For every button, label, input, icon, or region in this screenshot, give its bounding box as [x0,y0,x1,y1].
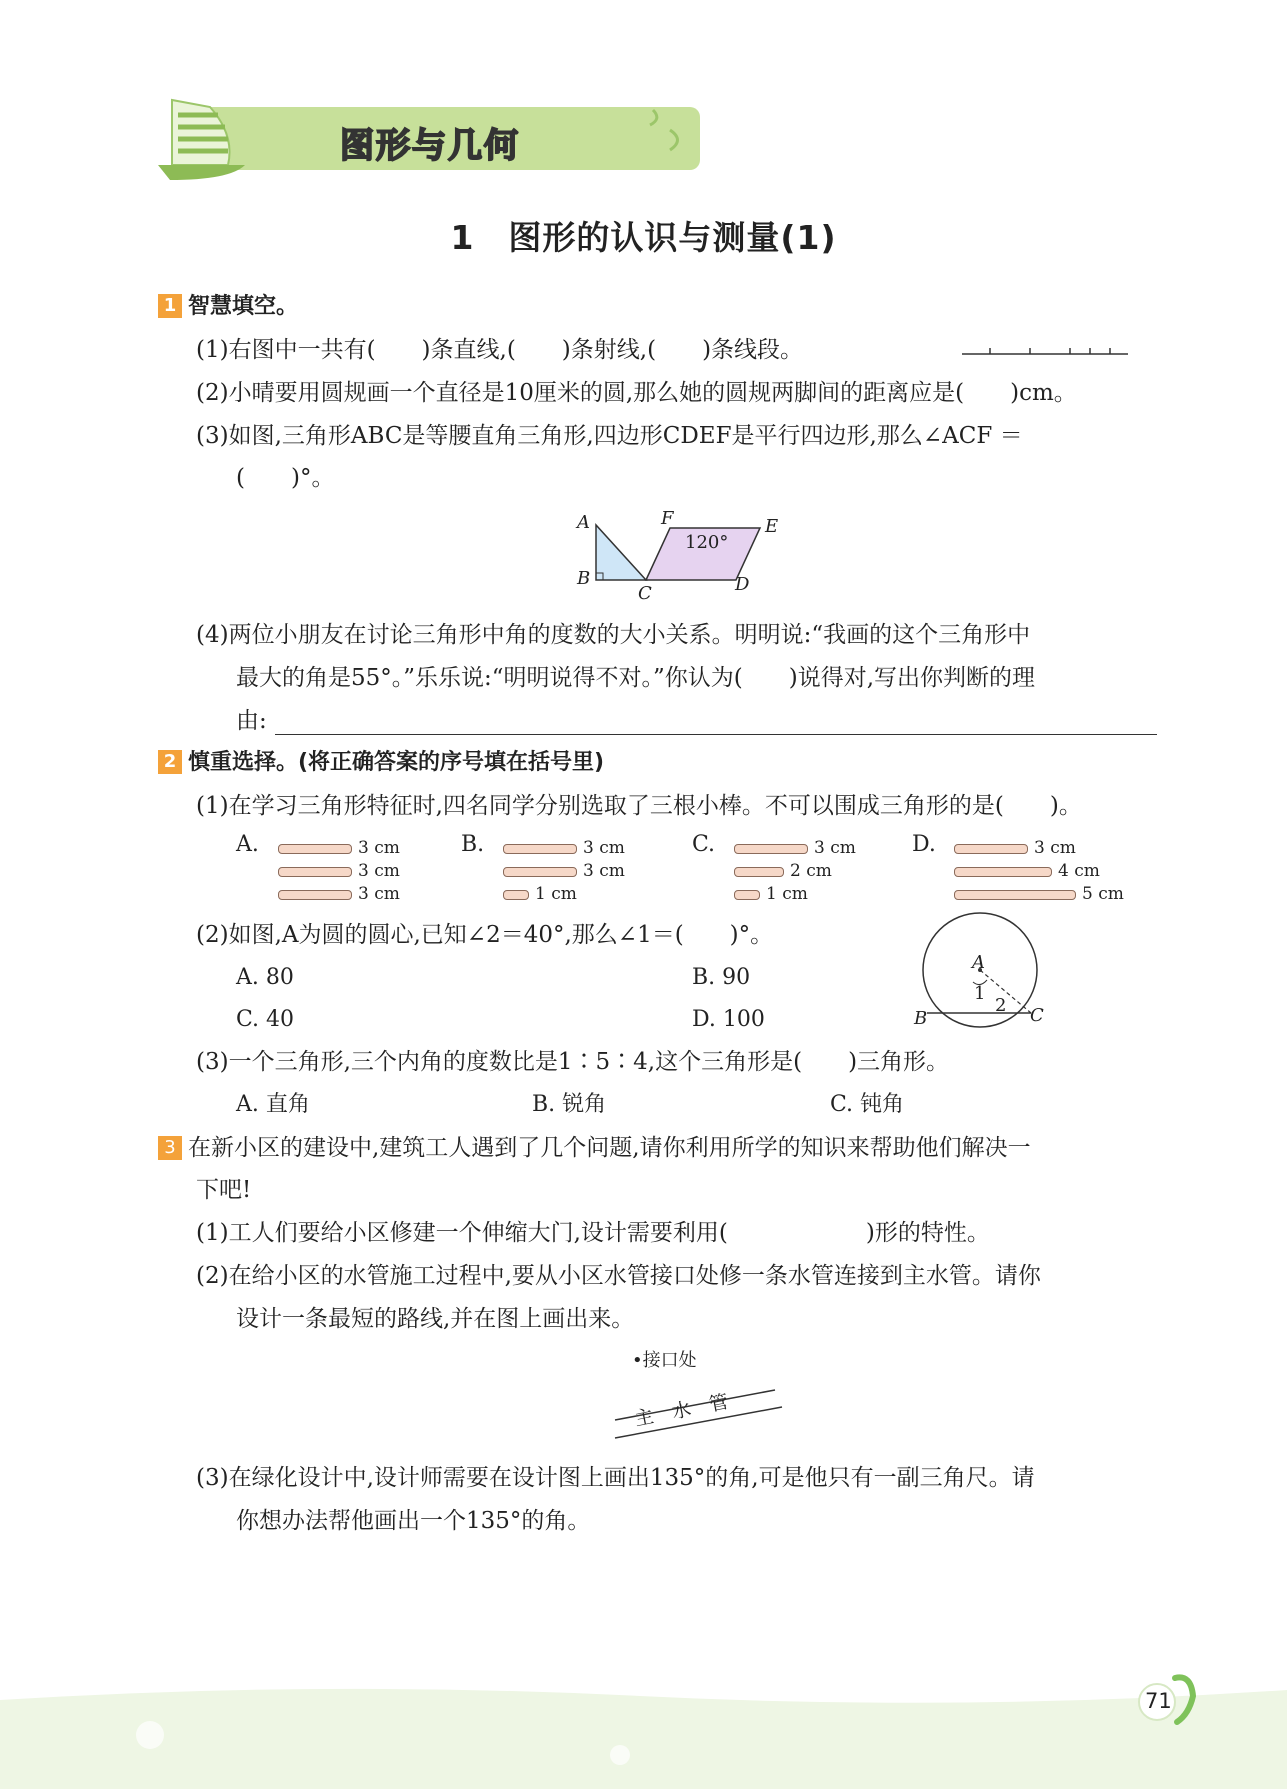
q1-3a: (3)如图,三角形ABC是等腰直角三角形,四边形CDEF是平行四边形,那么∠ACF ＝ [196,423,1023,449]
stick-length: 4 cm [1058,861,1100,881]
section-1-heading [158,292,298,322]
stick-length: 1 cm [535,884,577,904]
q1-4a: (4)两位小朋友在讨论三角形中角的度数的大小关系。明明说:“我画的这个三角形中 [196,622,1031,648]
stick-option-label: A. [236,832,259,857]
stick-bar [278,867,352,877]
q1-4c: 由: [236,708,267,734]
sec3-intro-b: 下吧! [196,1177,252,1203]
q2-2-opt-d: D. 100 [692,1007,765,1032]
section-3-heading [158,1133,1031,1163]
footer-background [0,1680,1287,1789]
q2-2-opt-a: A. 80 [236,965,294,990]
q3-1: (1)工人们要给小区修建一个伸缩大门,设计需要利用( )形的特性。 [196,1220,990,1246]
stick [954,861,1100,881]
stick-bar [503,867,577,877]
lesson-title: 1 图形的认识与测量(1) [450,218,837,257]
stick [278,884,400,904]
q2-2-opt-c: C. 40 [236,1007,295,1032]
stick [954,884,1124,904]
stick-bar [503,844,577,854]
label-f: F [661,508,674,529]
stick-bar [503,890,529,900]
stick-length: 3 cm [583,861,625,881]
stick-bar [278,890,352,900]
stick-bar [734,890,760,900]
stick-length: 3 cm [358,884,400,904]
q2-3-opt-c: C. 钝角 [830,1092,905,1117]
line-figure [960,340,1130,364]
section-intro: 在新小区的建设中,建筑工人遇到了几个问题,请你利用所学的知识来帮助他们解决一 [188,1135,1031,1161]
stick [503,838,625,858]
joint-label: •接口处 [632,1350,697,1371]
circle-label-a: A [972,952,985,973]
label-c: C [638,583,652,604]
triangle-parallelogram-figure [570,505,790,610]
circle-label-c: C [1030,1005,1044,1026]
section-number: 3 [158,1136,182,1160]
section-number: 1 [158,294,182,318]
q2-3-opt-a: A. 直角 [236,1092,310,1117]
section-number: 2 [158,750,182,774]
q1-1: (1)右图中一共有( )条直线,( )条射线,( )条线段。 [196,337,804,363]
stick [734,884,808,904]
stick-length: 2 cm [790,861,832,881]
circle-label-1: 1 [974,983,986,1004]
angle-label: 120° [685,532,729,553]
stick-length: 3 cm [358,838,400,858]
stick-length: 5 cm [1082,884,1124,904]
stick-length: 3 cm [814,838,856,858]
q3-3b: 你想办法帮他画出一个135°的角。 [236,1508,591,1534]
circle-label-b: B [914,1008,928,1029]
section-2-heading [158,748,604,778]
q2-1: (1)在学习三角形特征时,四名同学分别选取了三根小棒。不可以围成三角形的是( )。 [196,793,1082,819]
stick-bar [954,890,1076,900]
q3-2b: 设计一条最短的路线,并在图上画出来。 [236,1306,635,1332]
stick [734,838,856,858]
stick-bar [954,867,1052,877]
label-b: B [577,568,591,589]
stick-bar [954,844,1028,854]
section-title: 智慧填空。 [188,294,299,319]
stick [954,838,1076,858]
label-d: D [735,574,750,595]
stick-length: 3 cm [583,838,625,858]
stick [734,861,832,881]
q3-2a: (2)在给小区的水管施工过程中,要从小区水管接口处修一条水管连接到主水管。请你 [196,1263,1041,1289]
banner-title: 图形与几何 [340,126,520,166]
answer-line[interactable] [275,734,1157,735]
stick [503,884,577,904]
q1-4b: 最大的角是55°。”乐乐说:“明明说得不对。”你认为( )说得对,写出你判断的理 [236,665,1036,691]
stick-option-label: B. [461,832,485,857]
stick-bar [734,844,808,854]
pipe-label: 主 水 管 [632,1390,731,1431]
stick [278,838,400,858]
stick-option-label: C. [692,832,716,857]
label-a: A [577,512,590,533]
stick-option-label: D. [912,832,936,857]
stick-length: 3 cm [358,861,400,881]
stick-bar [734,867,784,877]
stick [503,861,625,881]
label-e: E [765,516,779,537]
q3-3a: (3)在绿化设计中,设计师需要在设计图上画出135°的角,可是他只有一副三角尺。请 [196,1465,1035,1491]
q2-3: (3)一个三角形,三个内角的度数比是1∶5∶4,这个三角形是( )三角形。 [196,1049,950,1075]
circle-label-2: 2 [995,995,1007,1016]
stick-length: 1 cm [766,884,808,904]
q2-2-opt-b: B. 90 [692,965,751,990]
q1-2: (2)小晴要用圆规画一个直径是10厘米的圆,那么她的圆规两脚间的距离应是( )cm。 [196,380,1077,406]
q1-3b: ( )°。 [236,465,335,491]
section-title: 慎重选择。(将正确答案的序号填在括号里) [188,750,605,775]
header-banner [150,95,710,180]
page-number: 71 [1145,1689,1172,1713]
stick [278,861,400,881]
q2-2: (2)如图,A为圆的圆心,已知∠2＝40°,那么∠1＝( )°。 [196,922,774,948]
stick-length: 3 cm [1034,838,1076,858]
stick-bar [278,844,352,854]
q2-3-opt-b: B. 锐角 [532,1092,607,1117]
